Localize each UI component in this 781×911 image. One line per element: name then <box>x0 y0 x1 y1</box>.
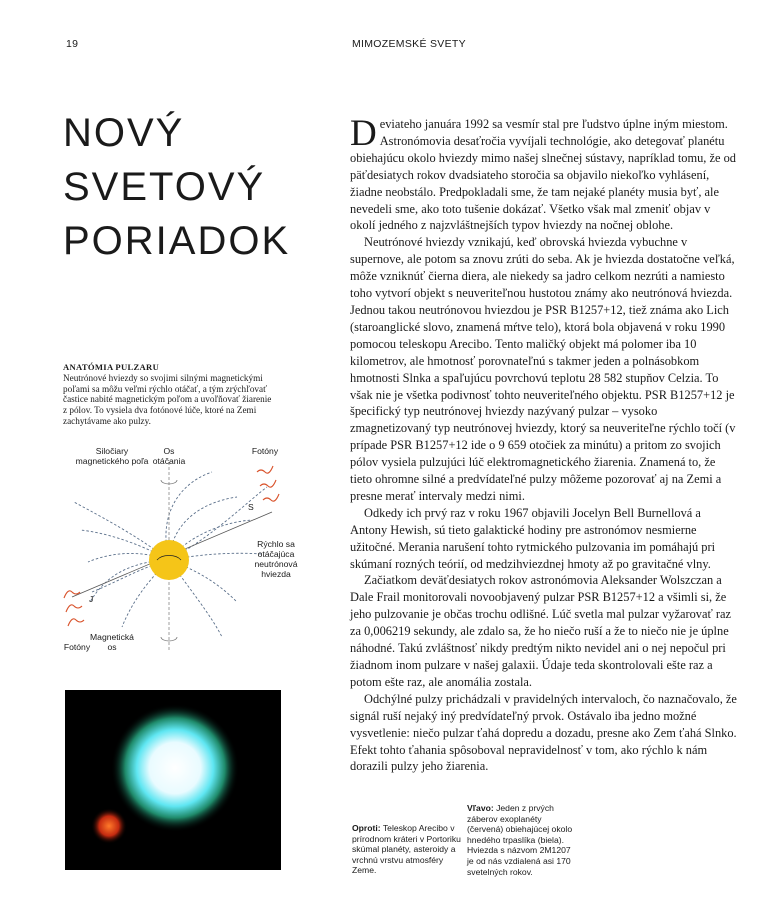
running-title: MIMOZEMSKÉ SVETY <box>352 38 466 50</box>
caption-right-text: Jeden z prvých záberov exoplanéty (červená) obiehajúcej okolo hnedého trpaslíka (biela). Hviezda s názvom 2M1207 je od nás vzdialená asi 170 svetelných rokov. <box>467 803 573 877</box>
sidebar-box <box>63 362 275 427</box>
label-rotation-axis-2: otáčania <box>152 456 186 466</box>
paragraph-4: Začiatkom deväťdesiatych rokov astronómovia Aleksander Wolszczan a Dale Frail monitorovali novoobjavený pulzar PSR B1257+12 a všimli si, že jeho pulzovanie je občas trochu odlišné. Lúč svetla mal pulzar vyžarovať raz za 0,006219 sekundy, ale zdalo sa, že ho niečo ruší a že to niečo nie je úplne náhodné. Takú zvláštnosť nikdy predtým nikto nevidel ani o nej nepočul pri žiadnom inom pulzare v našej galaxii. Údaje teda skontrolovali ešte raz a potom ešte raz, ale anomália zostala. <box>350 573 731 689</box>
body-text <box>350 113 738 775</box>
sidebar-text: Neutrónové hviezdy so svojimi silnými magnetickými poľami sa môžu veľmi rýchlo otáčať, a tým zrýchľovať častice nabité magnetickým poľom a uvoľňovať žiarenie z pólov. To vysiela dva fotónové lúče, ktoré na Zemi zachytávame ako pulzy. <box>63 372 272 426</box>
label-star-3: neutrónová <box>254 559 298 569</box>
label-star-4: hviezda <box>261 569 291 579</box>
label-field-lines-1: Siločiary <box>95 446 129 456</box>
paragraph-1 <box>350 113 738 234</box>
label-rotation-axis-1: Os <box>163 446 175 456</box>
sidebar-title: ANATÓMIA PULZARU <box>63 362 160 372</box>
paragraph-2: Neutrónové hviezdy vznikajú, keď obrovská hviezda vybuchne v supernove, ale potom sa znovu zrúti do seba. Ak je hviezda dostatočne veľká, môže vzniknúť čierna diera, ale niekedy sa jadro celkom nezrúti a namiesto toho vytvorí objekt s neuveriteľnou hustotou známy ako neutrónová hviezda. Jednou takou neutrónovou hviezdou je PSR B1257+12, tiež známa ako Lich (staroanglické slovo, znamená mŕtve telo), ktorá bola objavená v roku 1990 pomocou teleskopu Arecibo. Tento maličký objekt má polomer iba 10 kilometrov, ale hmotnosť porovnateľnú s takmer jeden a polnásobkom hmotnosti Slnka a spaľujúcu povrchovú teplotu 28 582 stupňov Celzia. To však nie je všetka podivnosť tohto neuveriteľného objektu. PSR B1257+12 je špecifický typ neutrónovej hviezdy nazývaný pulzar – vysoko zmagnetizovaný typ neutrónovej hviezdy, ktorý sa neuveriteľne rýchlo točí (v prípade PSR B1257+12 ide o 9 659 otočiek za minútu) a pritom zo svojich pólov vysiela pulzujúci lúč elektromagnetického žiarenia. Znamená to, že tieto ohromne silné a predvídateľné pulzy môžeme pozorovať aj na Zemi a presne merať intervaly medzi nimi. <box>350 235 736 503</box>
chapter-title <box>63 106 290 268</box>
paragraph-3: Odkedy ich prvý raz v roku 1967 objavili Jocelyn Bell Burnellová a Antony Hewish, sú tieto galaktické hodiny pre astronómov nesmierne užitočné. Merania narušení tohto rytmického pulzovania im pomáhajú pri skúmaní rozných teórií, od medzihviezdnej hmoty až po gravitačné vlny. <box>350 505 716 571</box>
exoplanet-red <box>91 808 127 844</box>
mark-j: J <box>89 594 94 604</box>
mark-s: S <box>248 502 254 512</box>
photons-top <box>257 466 279 501</box>
caption-exoplanet <box>467 803 579 877</box>
label-star-2: otáčajúca <box>257 549 295 559</box>
label-field-lines-2: magnetického poľa <box>75 456 149 466</box>
caption-right-lead: Vľavo: <box>467 803 494 813</box>
neutron-star <box>149 540 189 580</box>
brown-dwarf <box>111 704 239 832</box>
caption-arecibo <box>352 823 464 876</box>
drop-cap: D <box>350 113 377 154</box>
label-photons-top: Fotóny <box>251 446 279 456</box>
chapter-title-line-3: PORIADOK <box>63 219 291 263</box>
paragraph-1-text: eviateho januára 1992 sa vesmír stal pre ľudstvo úplne iným miestom. Astronómovia desaťročia vyvíjali technológie, ako detegovať planétu obiehajúcu okolo hviezdy mimo našej slnečnej sústavy, napríklad tomu, že od päťdesiatych rokov dvadsiateho storočia sa objavilo niekoľko vyhlásení, žiadne neobstálo. Predpokladali sme, že tam nejaké planéty musia byť, ale nevedeli sme, ako toto tušenie dokázať. Všetko však mal zmeniť objav v okolí jedného z najzvláštnejších typov hviezdy na nočnej oblohe. <box>350 117 736 233</box>
chapter-title-line-2: SVETOVÝ <box>63 165 266 209</box>
pulsar-diagram <box>62 442 298 660</box>
exoplanet-photo <box>65 690 281 870</box>
label-magnetic-axis-1: Magnetická <box>90 632 134 642</box>
exoplanet-image <box>65 690 281 870</box>
label-photons-bottom: Fotóny <box>63 642 91 652</box>
caption-left-text: Teleskop Arecibo v prírodnom kráteri v Portoriku skúmal planéty, asteroidy a vrchnú vrstvu atmosféry Zeme. <box>352 823 461 876</box>
caption-left-lead: Oproti: <box>352 823 381 833</box>
label-star-1: Rýchlo sa <box>257 539 295 549</box>
page-number: 19 <box>66 38 79 50</box>
paragraph-5: Odchýlné pulzy prichádzali v pravidelných intervaloch, čo naznačovalo, že signál ruší nejaký iný predvídateľný prvok. Ostávalo iba jedno možné vysvetlenie: niečo pulzar ťahá dopredu a dozadu, presne ako Zem ťahá Slnko. Efekt tohto ťahania spôsoboval nepravidelnosť v tom, ako rýchlo k nám dorazili pulzy jeho žiarenia. <box>350 691 737 774</box>
chapter-title-line-1: NOVÝ <box>63 111 185 155</box>
label-magnetic-axis-2: os <box>107 642 117 652</box>
